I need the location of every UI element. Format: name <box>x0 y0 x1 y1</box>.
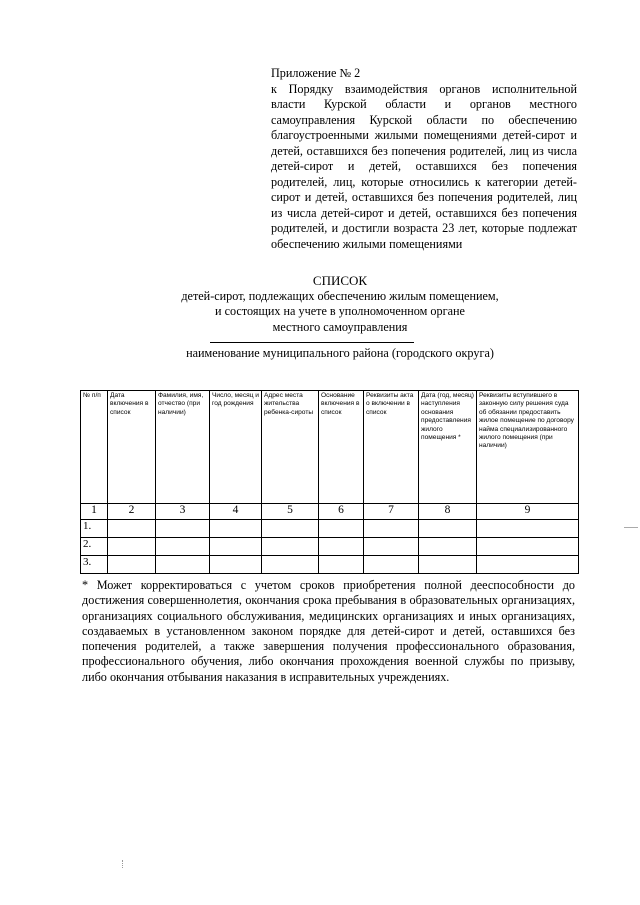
header-housing-date: Дата (год, месяц) наступления основания предоставления жилого помещения * <box>419 391 477 504</box>
orphans-list-table <box>80 390 579 574</box>
column-number: 2 <box>108 504 156 520</box>
row-number: 2. <box>81 538 108 556</box>
column-number: 9 <box>477 504 579 520</box>
header-inclusion-basis: Основание включения в список <box>319 391 364 504</box>
table-row <box>81 538 579 556</box>
list-subtitle-line2: и состоящих на учете в уполномоченном органе <box>215 304 465 318</box>
header-birth-date: Число, месяц и год рождения <box>210 391 262 504</box>
table-cell <box>419 520 477 538</box>
column-number: 4 <box>210 504 262 520</box>
list-subtitle-line3: местного самоуправления <box>272 319 408 334</box>
municipality-label: наименование муниципального района (городского округа) <box>186 346 494 360</box>
table-cell <box>156 556 210 574</box>
header-act-details: Реквизиты акта о включении в список <box>364 391 419 504</box>
table-cell <box>364 556 419 574</box>
column-number: 7 <box>364 504 419 520</box>
appendix-body: к Порядку взаимодействия органов исполнительной власти Курской области и органов местного самоуправления Курской области по обеспечению благоустроенными жилыми помещениями детей-сирот и детей, оставшихся без попечения родителей, лиц из числа детей-сирот и детей, оставшихся без попечения родителей, лиц, которые относились к категории детей-сирот и детей, оставшихся без попечения родителей, лиц из числа детей-сирот и детей, оставшихся без попечения родителей, и достигли возраста 23 лет, которые подлежат обеспечению жилыми помещениями <box>271 81 577 251</box>
table-cell <box>477 538 579 556</box>
table-row <box>81 520 579 538</box>
table-cell <box>156 520 210 538</box>
table-cell <box>108 556 156 574</box>
column-number: 1 <box>81 504 108 520</box>
footnote-text: * Может корректироваться с учетом сроков приобретения полной дееспособности до достижения совершеннолетия, окончания срока пребывания в образовательных организациях, организациях социального обслуживания, медицинских организациях и иных организациях, создаваемых в установленном законом порядке для детей-сирот и детей, оставшихся без попечения родителей, а также завершения получения профессионального образования, профессионального обучения, либо окончания прохождения военной службы по призыву, либо окончания отбывания наказания в исправительных учреждениях. <box>82 578 575 684</box>
table-cell <box>419 556 477 574</box>
table-cell <box>262 520 319 538</box>
municipality-fill-line <box>210 342 414 343</box>
table-cell <box>108 538 156 556</box>
table-cell <box>210 520 262 538</box>
column-number: 8 <box>419 504 477 520</box>
table-cell <box>262 556 319 574</box>
table-cell <box>364 520 419 538</box>
column-number: 3 <box>156 504 210 520</box>
table-cell <box>319 520 364 538</box>
table-cell <box>364 538 419 556</box>
appendix-block <box>271 66 577 252</box>
table-header-row <box>81 391 579 504</box>
header-inclusion-date: Дата включения в список <box>108 391 156 504</box>
row-number: 3. <box>81 556 108 574</box>
table-cell <box>210 556 262 574</box>
table-cell <box>419 538 477 556</box>
table-cell <box>262 538 319 556</box>
table-cell <box>210 538 262 556</box>
list-title: СПИСОК <box>312 273 368 288</box>
column-number-row <box>81 504 579 520</box>
header-address: Адрес места жительства ребенка-сироты <box>262 391 319 504</box>
header-full-name: Фамилия, имя, отчество (при наличии) <box>156 391 210 504</box>
table-cell <box>477 520 579 538</box>
row-number: 1. <box>81 520 108 538</box>
footnote-separator <box>82 573 172 574</box>
header-court-decision: Реквизиты вступившего в законную силу решения суда об обязании предоставить жилое помещение по договору найма специализированного жилого помещения (при наличии) <box>477 391 579 504</box>
table-cell <box>319 538 364 556</box>
scan-artifact <box>624 527 638 528</box>
table-cell <box>319 556 364 574</box>
appendix-title: Приложение № 2 <box>271 66 361 80</box>
table-cell <box>108 520 156 538</box>
table-cell <box>156 538 210 556</box>
scan-artifact <box>122 860 125 868</box>
header-number: № п/п <box>81 391 108 504</box>
column-number: 6 <box>319 504 364 520</box>
list-heading <box>100 273 580 335</box>
column-number: 5 <box>262 504 319 520</box>
list-subtitle-line1: детей-сирот, подлежащих обеспечению жилым помещением, <box>181 288 499 303</box>
table-row <box>81 556 579 574</box>
table-cell <box>477 556 579 574</box>
